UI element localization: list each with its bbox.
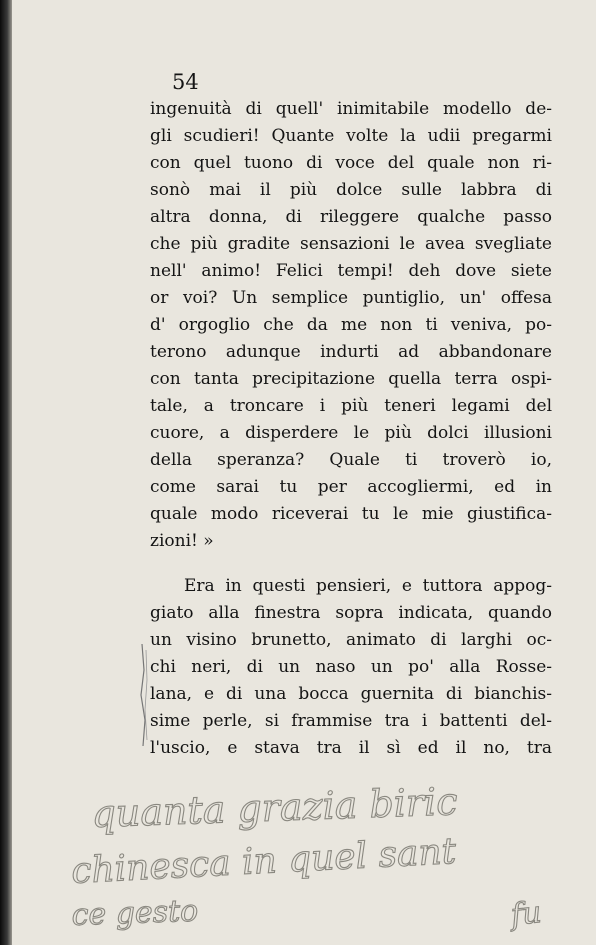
handwriting-line-3-end: fu [509,894,544,933]
handwritten-annotation [72,775,592,940]
text-line: con tanta precipitazione quella terra ospi- [150,369,552,389]
text-line: chi neri, di un naso un po' alla Rosse- [150,657,552,677]
text-line: un visino brunetto, animato di larghi oc- [150,630,552,650]
text-line: terono adunque indurti ad abbandonare [150,342,552,362]
text-line: quale modo riceverai tu le mie giustifica- [150,504,552,524]
margin-pencil-mark [136,640,152,750]
text-line: cuore, a disperdere le più dolci illusioni [150,423,552,443]
text-line: con quel tuono di voce del quale non ri- [150,153,552,173]
text-line: ingenuità di quell' inimitabile modello de- [150,99,552,119]
text-line: l'uscio, e stava tra il sì ed il no, tra [150,738,552,758]
text-line: sime perle, si frammise tra i battenti del- [150,711,552,731]
text-line: Era in questi pensieri, e tuttora appog- [184,576,552,596]
text-line: sonò mai il più dolce sulle labbra di [150,180,552,200]
text-line: nell' animo! Felici tempi! deh dove siete [150,261,552,281]
paragraph-gap [150,555,552,573]
body-text [150,96,552,762]
handwriting-line-3: ce gesto [72,893,199,933]
book-gutter [0,0,12,945]
page-number: 54 [172,70,199,94]
handwriting-line-1: quanta grazia biric [90,779,459,836]
text-line: come sarai tu per accogliermi, ed in [150,477,552,497]
text-line: zioni! » [150,531,214,551]
text-line: gli scudieri! Quante volte la udii pregarmi [150,126,552,146]
text-line: or voi? Un semplice puntiglio, un' offesa [150,288,552,308]
text-line: che più gradite sensazioni le avea svegliate [150,234,552,254]
text-line: tale, a troncare i più teneri legami del [150,396,552,416]
text-line: lana, e di una bocca guernita di bianchis- [150,684,552,704]
text-line: d' orgoglio che da me non ti veniva, po- [150,315,552,335]
book-page [12,0,596,945]
handwriting-line-2: chinesca in quel sant [72,830,458,892]
text-line: della speranza? Quale ti troverò io, [150,450,552,470]
text-line: giato alla finestra sopra indicata, quando [150,603,552,623]
text-line: altra donna, di rileggere qualche passo [150,207,552,227]
